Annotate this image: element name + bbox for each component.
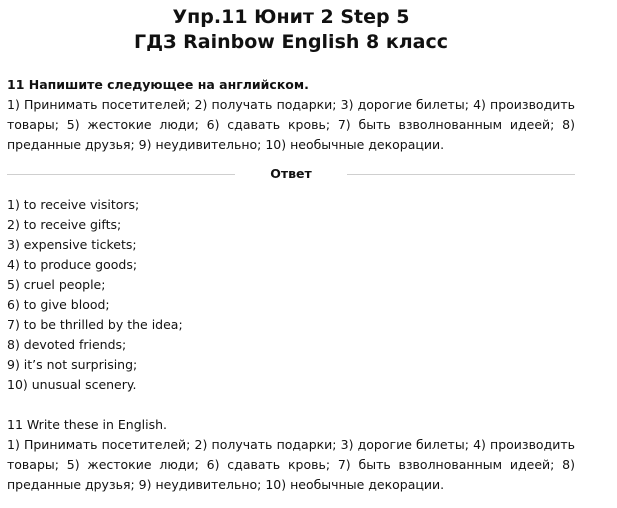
answer-item-8: 8) devoted friends; — [7, 337, 127, 352]
answer-item-3: 3) expensive tickets; — [7, 237, 137, 252]
page-title-line-1: Упр.11 Юнит 2 Step 5 — [172, 6, 410, 28]
answer-separator — [7, 164, 575, 184]
page-title-line-2: ГДЗ Rainbow English 8 класс — [133, 31, 449, 53]
answer-list — [7, 195, 575, 395]
answer-item-9: 9) it’s not surprising; — [7, 357, 138, 372]
english-task-text: 1) Принимать посетителей; 2) получать подарки; 3) дорогие билеты; 4) производить товары; 5) жестокие люди; 6) сдавать кровь; 7) быть взволнованным идеей; 8) преданные друзья; 9) неудивительно; 10) необычные декорации. — [7, 437, 575, 492]
answer-item-10: 10) unusual scenery. — [7, 377, 137, 392]
answer-item-1: 1) to receive visitors; — [7, 197, 140, 212]
task-heading: 11 Напишите следующее на английском. — [7, 77, 309, 92]
answer-item-5: 5) cruel people; — [7, 277, 106, 292]
answer-item-7: 7) to be thrilled by the idea; — [7, 317, 183, 332]
answer-item-2: 2) to receive gifts; — [7, 217, 122, 232]
answer-label: Ответ — [270, 166, 312, 181]
english-task-heading: 11 Write these in English. — [7, 417, 168, 432]
answer-item-6: 6) to give blood; — [7, 297, 110, 312]
answer-item-4: 4) to produce goods; — [7, 257, 138, 272]
task-block-russian — [7, 75, 575, 155]
separator-line-right — [347, 174, 575, 175]
task-text: 1) Принимать посетителей; 2) получать подарки; 3) дорогие билеты; 4) производить товары; 5) жестокие люди; 6) сдавать кровь; 7) быть взволнованным идеей; 8) преданные друзья; 9) неудивительно; 10) необычные декорации. — [7, 97, 575, 152]
task-block-english — [7, 415, 575, 495]
